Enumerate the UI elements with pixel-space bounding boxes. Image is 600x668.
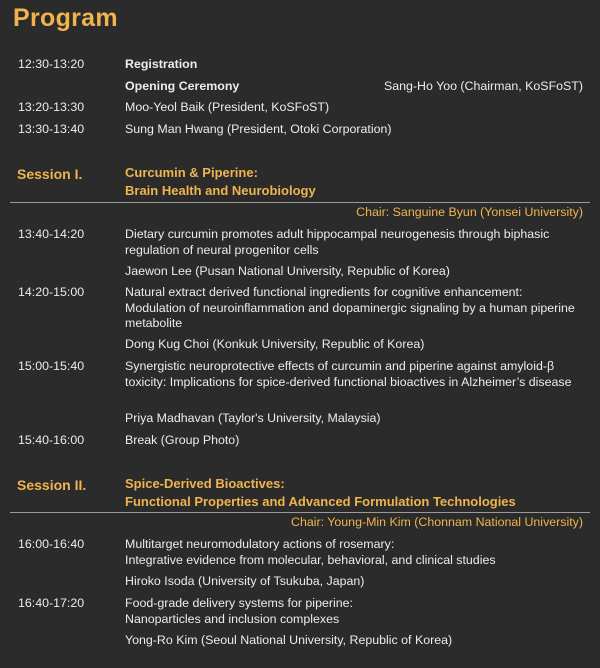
welcome-speaker-2: Sung Man Hwang (President, Otoki Corporation) <box>125 122 392 136</box>
session2-label: Session II. <box>17 477 87 493</box>
talk-title-line2: Nanoparticles and inclusion complexes <box>125 612 340 626</box>
talk-speaker: Jaewon Lee (Pusan National University, Republic of Korea) <box>125 264 450 278</box>
welcome-speaker-1: Moo-Yeol Baik (President, KoSFoST) <box>125 100 330 114</box>
talk-time: 16:00-16:40 <box>18 537 85 551</box>
talk-title-line1: Multitarget neuromodulatory actions of rosemary: <box>125 537 395 551</box>
talk-time: 14:20-15:00 <box>18 285 85 299</box>
session2-chair: Chair: Young-Min Kim (Chonnam National University) <box>291 515 583 529</box>
registration-label: Registration <box>125 57 198 71</box>
break-time: 15:40-16:00 <box>18 433 85 447</box>
session2-title-line1: Spice-Derived Bioactives: <box>125 476 285 491</box>
time-welcome-2: 13:30-13:40 <box>18 122 85 136</box>
session1-divider <box>10 202 590 203</box>
talk-time: 13:40-14:20 <box>18 227 85 241</box>
talk-title: Dietary curcumin promotes adult hippocampal neurogenesis through biphasic regulation of neural progenitor cells <box>125 227 550 257</box>
time-welcome-1: 13:20-13:30 <box>18 100 85 114</box>
talk-speaker: Priya Madhavan (Taylor's University, Malaysia) <box>125 411 381 425</box>
talk-title: Natural extract derived functional ingredients for cognitive enhancement: Modulation of neuroinflammation and dopaminergic signaling by a human piperine metabolite <box>125 285 575 331</box>
talk-speaker: Hiroko Isoda (University of Tsukuba, Japan) <box>125 574 365 588</box>
page-title: Program <box>13 4 118 32</box>
session1-label: Session I. <box>17 166 83 182</box>
talk-speaker: Yong-Ro Kim (Seoul National University, Republic of Korea) <box>125 633 453 647</box>
session1-chair: Chair: Sanguine Byun (Yonsei University) <box>356 205 583 219</box>
session1-title-line2: Brain Health and Neurobiology <box>125 183 316 198</box>
session1-title-line1: Curcumin & Piperine: <box>125 165 258 180</box>
talk-time: 16:40-17:20 <box>18 596 85 610</box>
opening-ceremony-label: Opening Ceremony <box>125 79 240 93</box>
session2-divider <box>10 512 590 513</box>
time-registration: 12:30-13:20 <box>18 57 85 71</box>
talk-speaker: Dong Kug Choi (Konkuk University, Republic of Korea) <box>125 337 425 351</box>
talk-title-line2: Integrative evidence from molecular, behavioral, and clinical studies <box>125 553 496 567</box>
session2-title-line2: Functional Properties and Advanced Formulation Technologies <box>125 494 516 509</box>
talk-title: Synergistic neuroprotective effects of curcumin and piperine against amyloid-β toxicity: Implications for spice-derived functional bioactives in Alzheimer’s disease <box>125 359 572 389</box>
break-label: Break (Group Photo) <box>125 433 240 447</box>
talk-time: 15:00-15:40 <box>18 359 85 373</box>
opening-ceremony-host: Sang-Ho Yoo (Chairman, KoSFoST) <box>383 79 583 93</box>
talk-title-line1: Food-grade delivery systems for piperine: <box>125 596 353 610</box>
